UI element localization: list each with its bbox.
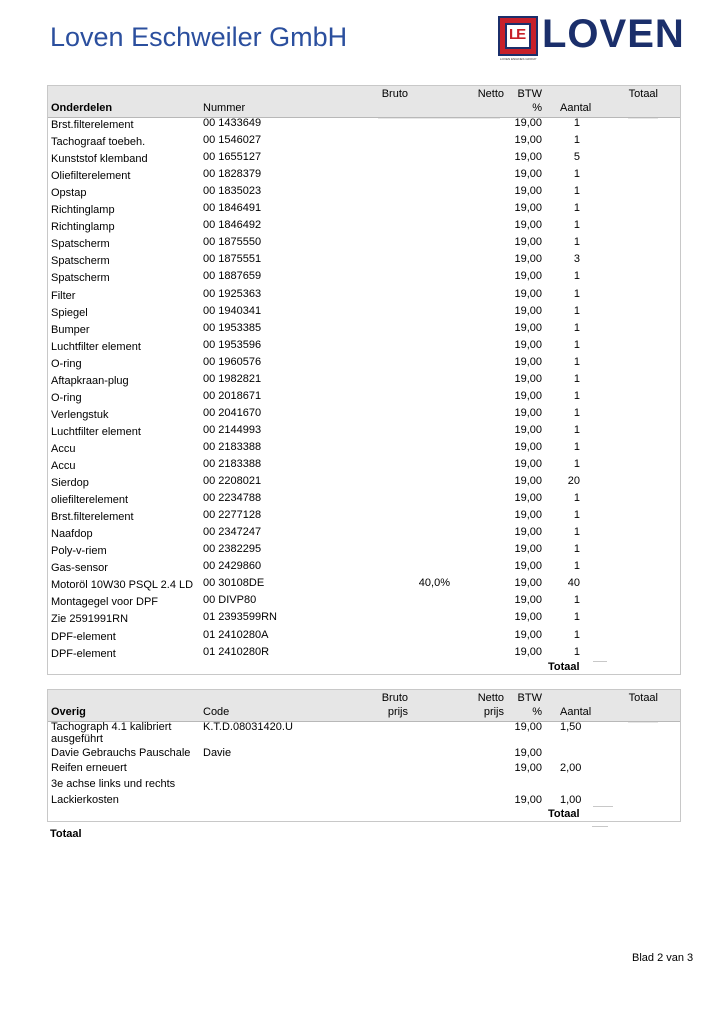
logo-subtext: LOVEN ENGINES GROUP (500, 57, 537, 61)
part-quantity: 1 (573, 458, 580, 470)
part-quantity: 1 (573, 134, 580, 147)
part-description: DPF-element (51, 630, 116, 643)
part-btw: 19,00 (514, 338, 542, 351)
part-description: Montagegel voor DPF (51, 596, 158, 609)
part-number: 00 2183388 (203, 440, 262, 453)
part-btw: 19,00 (514, 236, 542, 249)
part-number: 00 2144993 (203, 423, 262, 436)
part-netto-discount: 40,0% (418, 577, 450, 590)
part-quantity: 1 (573, 492, 580, 505)
other-header-btw: BTW (517, 692, 542, 704)
part-quantity: 1 (573, 321, 580, 334)
other-row-2-btw: 19,00 (514, 747, 542, 759)
part-description: Brst.filterelement (51, 511, 134, 524)
part-quantity: 1 (573, 304, 580, 317)
part-description: O-ring (51, 391, 82, 404)
part-number: 00 1846492 (203, 219, 262, 232)
other-row-5-btw: 19,00 (514, 794, 542, 806)
other-header-percent: % (532, 706, 542, 718)
parts-total-label: Totaal (548, 661, 580, 673)
part-btw: 19,00 (514, 202, 542, 215)
part-description: DPF-element (51, 647, 116, 660)
table-row (48, 202, 680, 219)
other-row-5-qty: 1,00 (560, 794, 582, 806)
part-quantity: 1 (573, 338, 580, 351)
part-description: O-ring (51, 357, 82, 370)
table-row (48, 151, 680, 168)
other-row-1-desc: Tachograph 4.1 kalibriert (51, 721, 172, 733)
part-description: Naafdop (51, 528, 93, 541)
part-quantity: 1 (573, 389, 580, 402)
part-description: Richtinglamp (51, 221, 115, 234)
part-btw: 19,00 (514, 560, 542, 573)
table-row (48, 134, 680, 151)
part-description: Brst.filterelement (51, 119, 134, 131)
table-row (48, 458, 680, 475)
other-row-1-qty: 1,50 (560, 721, 582, 733)
part-btw: 19,00 (514, 492, 542, 505)
part-number: 00 1953596 (203, 338, 262, 351)
header-bruto: Bruto (381, 88, 408, 100)
loven-logo (498, 12, 698, 61)
part-number: 00 1875551 (203, 253, 262, 266)
part-number: 00 2208021 (203, 475, 262, 488)
part-btw: 19,00 (514, 611, 542, 624)
part-number: 00 DIVP80 (203, 594, 257, 607)
part-description: Accu (51, 442, 76, 455)
table-row (48, 577, 680, 594)
table-row (48, 475, 680, 492)
other-row-2-desc: Davie Gebrauchs Pauschale (51, 747, 191, 759)
part-btw: 19,00 (514, 287, 542, 300)
part-btw: 19,00 (514, 458, 542, 470)
part-number: 00 2277128 (203, 509, 262, 522)
other-row-2-code: Davie (203, 747, 232, 759)
part-quantity: 1 (573, 526, 580, 539)
part-btw: 19,00 (514, 628, 542, 641)
other-row-5-total-mark (593, 806, 613, 807)
other-row-1-btw: 19,00 (514, 721, 542, 733)
part-number: 00 2234788 (203, 492, 262, 505)
header-overig: Overig (51, 706, 86, 718)
part-number: 00 1925363 (203, 287, 262, 300)
part-quantity: 1 (573, 117, 580, 129)
other-table-header (48, 690, 680, 721)
part-btw: 19,00 (514, 304, 542, 317)
part-description: Spiegel (51, 306, 88, 319)
part-quantity: 1 (573, 440, 580, 453)
table-row (48, 424, 680, 441)
part-description: Spatscherm (51, 272, 110, 285)
part-quantity: 1 (573, 168, 580, 181)
part-quantity: 40 (567, 577, 580, 590)
part-quantity: 1 (573, 202, 580, 215)
part-btw: 19,00 (514, 151, 542, 164)
part-description: Luchtfilter element (51, 340, 141, 353)
part-btw: 19,00 (514, 372, 542, 385)
part-description: Aftapkraan-plug (51, 374, 129, 387)
part-description: Spatscherm (51, 238, 110, 251)
part-number: 00 1828379 (203, 168, 262, 181)
part-quantity: 1 (573, 287, 580, 300)
table-row (48, 288, 680, 305)
table-row (48, 646, 680, 663)
part-btw: 19,00 (514, 355, 542, 368)
part-number: 00 1655127 (203, 151, 262, 164)
part-quantity: 1 (573, 628, 580, 641)
table-row (48, 322, 680, 339)
part-description: Sierdop (51, 477, 89, 490)
other-row-1-desc-cont: ausgeführt (51, 733, 103, 745)
header-percent: % (532, 102, 542, 114)
part-quantity: 1 (573, 423, 580, 436)
table-row (48, 168, 680, 185)
table-row (48, 117, 680, 134)
header-aantal: Aantal (560, 102, 592, 114)
part-quantity: 1 (573, 543, 580, 556)
part-quantity: 1 (573, 645, 580, 658)
part-btw: 19,00 (514, 423, 542, 436)
part-description: Accu (51, 460, 76, 472)
part-quantity: 20 (567, 475, 580, 488)
part-description: Gas-sensor (51, 562, 108, 575)
other-row-1-code: K.T.D.08031420.U (203, 721, 293, 733)
table-row (48, 441, 680, 458)
part-number: 01 2410280A (203, 628, 269, 641)
other-row-3-qty: 2,00 (560, 762, 582, 774)
part-number: 00 1433649 (203, 117, 262, 129)
page-number: Blad 2 van 3 (632, 952, 694, 964)
table-row (48, 356, 680, 373)
part-number: 00 1960576 (203, 355, 262, 368)
logo-mark-letters: LE (509, 26, 525, 43)
header-totaal: Totaal (628, 88, 658, 100)
part-quantity: 1 (573, 611, 580, 624)
grand-total-mark (592, 826, 608, 827)
part-number: 00 1887659 (203, 270, 262, 283)
part-btw: 19,00 (514, 440, 542, 453)
table-row (48, 339, 680, 356)
part-quantity: 1 (573, 594, 580, 607)
table-row (48, 390, 680, 407)
other-table (47, 689, 681, 822)
part-number: 00 1940341 (203, 304, 262, 317)
header-netto-prijs: prijs (483, 706, 504, 718)
part-btw: 19,00 (514, 594, 542, 607)
part-quantity: 1 (573, 355, 580, 368)
part-number: 01 2393599RN (203, 611, 278, 624)
other-row-3-desc: Reifen erneuert (51, 762, 127, 774)
part-btw: 19,00 (514, 389, 542, 402)
part-number: 00 2183388 (203, 458, 262, 470)
part-btw: 19,00 (514, 543, 542, 556)
table-row (48, 407, 680, 424)
table-row (48, 560, 680, 577)
table-row (48, 594, 680, 611)
part-description: Luchtfilter element (51, 425, 141, 438)
part-btw: 19,00 (514, 509, 542, 522)
part-number: 00 1546027 (203, 134, 262, 147)
table-row (48, 543, 680, 560)
logo-text: LOVEN (542, 12, 685, 56)
other-header-netto: Netto (477, 692, 504, 704)
part-btw: 19,00 (514, 577, 542, 590)
part-quantity: 1 (573, 185, 580, 198)
part-description: Verlengstuk (51, 408, 109, 421)
part-quantity: 1 (573, 560, 580, 573)
part-quantity: 1 (573, 270, 580, 283)
table-row (48, 629, 680, 646)
part-btw: 19,00 (514, 219, 542, 232)
other-header-bruto: Bruto (381, 692, 408, 704)
part-quantity: 1 (573, 372, 580, 385)
table-row (48, 611, 680, 628)
other-row-5-desc: Lackierkosten (51, 794, 119, 806)
part-description: Kunststof klemband (51, 153, 148, 166)
part-btw: 19,00 (514, 270, 542, 283)
part-btw: 19,00 (514, 134, 542, 147)
part-number: 00 1835023 (203, 185, 262, 198)
grand-total-label: Totaal (50, 828, 82, 840)
part-btw: 19,00 (514, 185, 542, 198)
part-number: 01 2410280R (203, 645, 270, 658)
part-btw: 19,00 (514, 406, 542, 419)
header-onderdelen: Onderdelen (51, 102, 113, 114)
part-quantity: 1 (573, 236, 580, 249)
part-number: 00 30108DE (203, 577, 265, 590)
other-row-4-desc: 3e achse links und rechts (51, 778, 176, 790)
other-row-3-btw: 19,00 (514, 762, 542, 774)
table-row (48, 305, 680, 322)
part-quantity: 1 (573, 406, 580, 419)
part-number: 00 1875550 (203, 236, 262, 249)
part-btw: 19,00 (514, 117, 542, 129)
part-number: 00 2382295 (203, 543, 262, 556)
other-total-label: Totaal (548, 808, 580, 820)
header-netto: Netto (477, 88, 504, 100)
table-row (48, 526, 680, 543)
table-row (48, 509, 680, 526)
part-number: 00 2347247 (203, 526, 262, 539)
part-number: 00 1953385 (203, 321, 262, 334)
table-row (48, 270, 680, 287)
table-row (48, 236, 680, 253)
part-quantity: 3 (573, 253, 580, 266)
part-btw: 19,00 (514, 168, 542, 181)
part-description: oliefilterelement (51, 494, 129, 507)
part-description: Motoröl 10W30 PSQL 2.4 LD (51, 579, 194, 592)
table-row (48, 492, 680, 509)
part-description: Richtinglamp (51, 204, 115, 217)
header-btw: BTW (517, 88, 542, 100)
company-title: Loven Eschweiler GmbH (50, 22, 348, 52)
part-description: Bumper (51, 323, 90, 336)
table-row (48, 373, 680, 390)
part-btw: 19,00 (514, 475, 542, 488)
part-number: 00 1982821 (203, 372, 262, 385)
other-header-totaal: Totaal (628, 692, 658, 704)
part-description: Oliefilterelement (51, 170, 131, 183)
table-row (48, 219, 680, 236)
part-description: Spatscherm (51, 255, 110, 268)
part-btw: 19,00 (514, 321, 542, 334)
parts-table (47, 85, 681, 675)
table-row (48, 185, 680, 202)
part-description: Filter (51, 289, 76, 302)
header-code: Code (203, 706, 230, 718)
parts-table-header (48, 86, 680, 117)
part-btw: 19,00 (514, 253, 542, 266)
other-header-aantal: Aantal (560, 706, 592, 718)
part-quantity: 5 (573, 151, 580, 164)
part-description: Opstap (51, 187, 87, 200)
table-row (48, 253, 680, 270)
part-description: Tachograaf toebeh. (51, 136, 146, 149)
part-number: 00 1846491 (203, 202, 262, 215)
part-number: 00 2429860 (203, 560, 262, 573)
part-btw: 19,00 (514, 645, 542, 658)
part-description: Zie 2591991RN (51, 613, 129, 626)
part-quantity: 1 (573, 219, 580, 232)
part-number: 00 2018671 (203, 389, 262, 402)
part-description: Poly-v-riem (51, 545, 107, 558)
header-bruto-prijs: prijs (387, 706, 408, 718)
part-quantity: 1 (573, 509, 580, 522)
parts-total-mark (593, 661, 607, 662)
part-number: 00 2041670 (203, 406, 262, 419)
part-btw: 19,00 (514, 526, 542, 539)
header-nummer: Nummer (203, 102, 246, 114)
logo-mark-icon (498, 16, 538, 56)
